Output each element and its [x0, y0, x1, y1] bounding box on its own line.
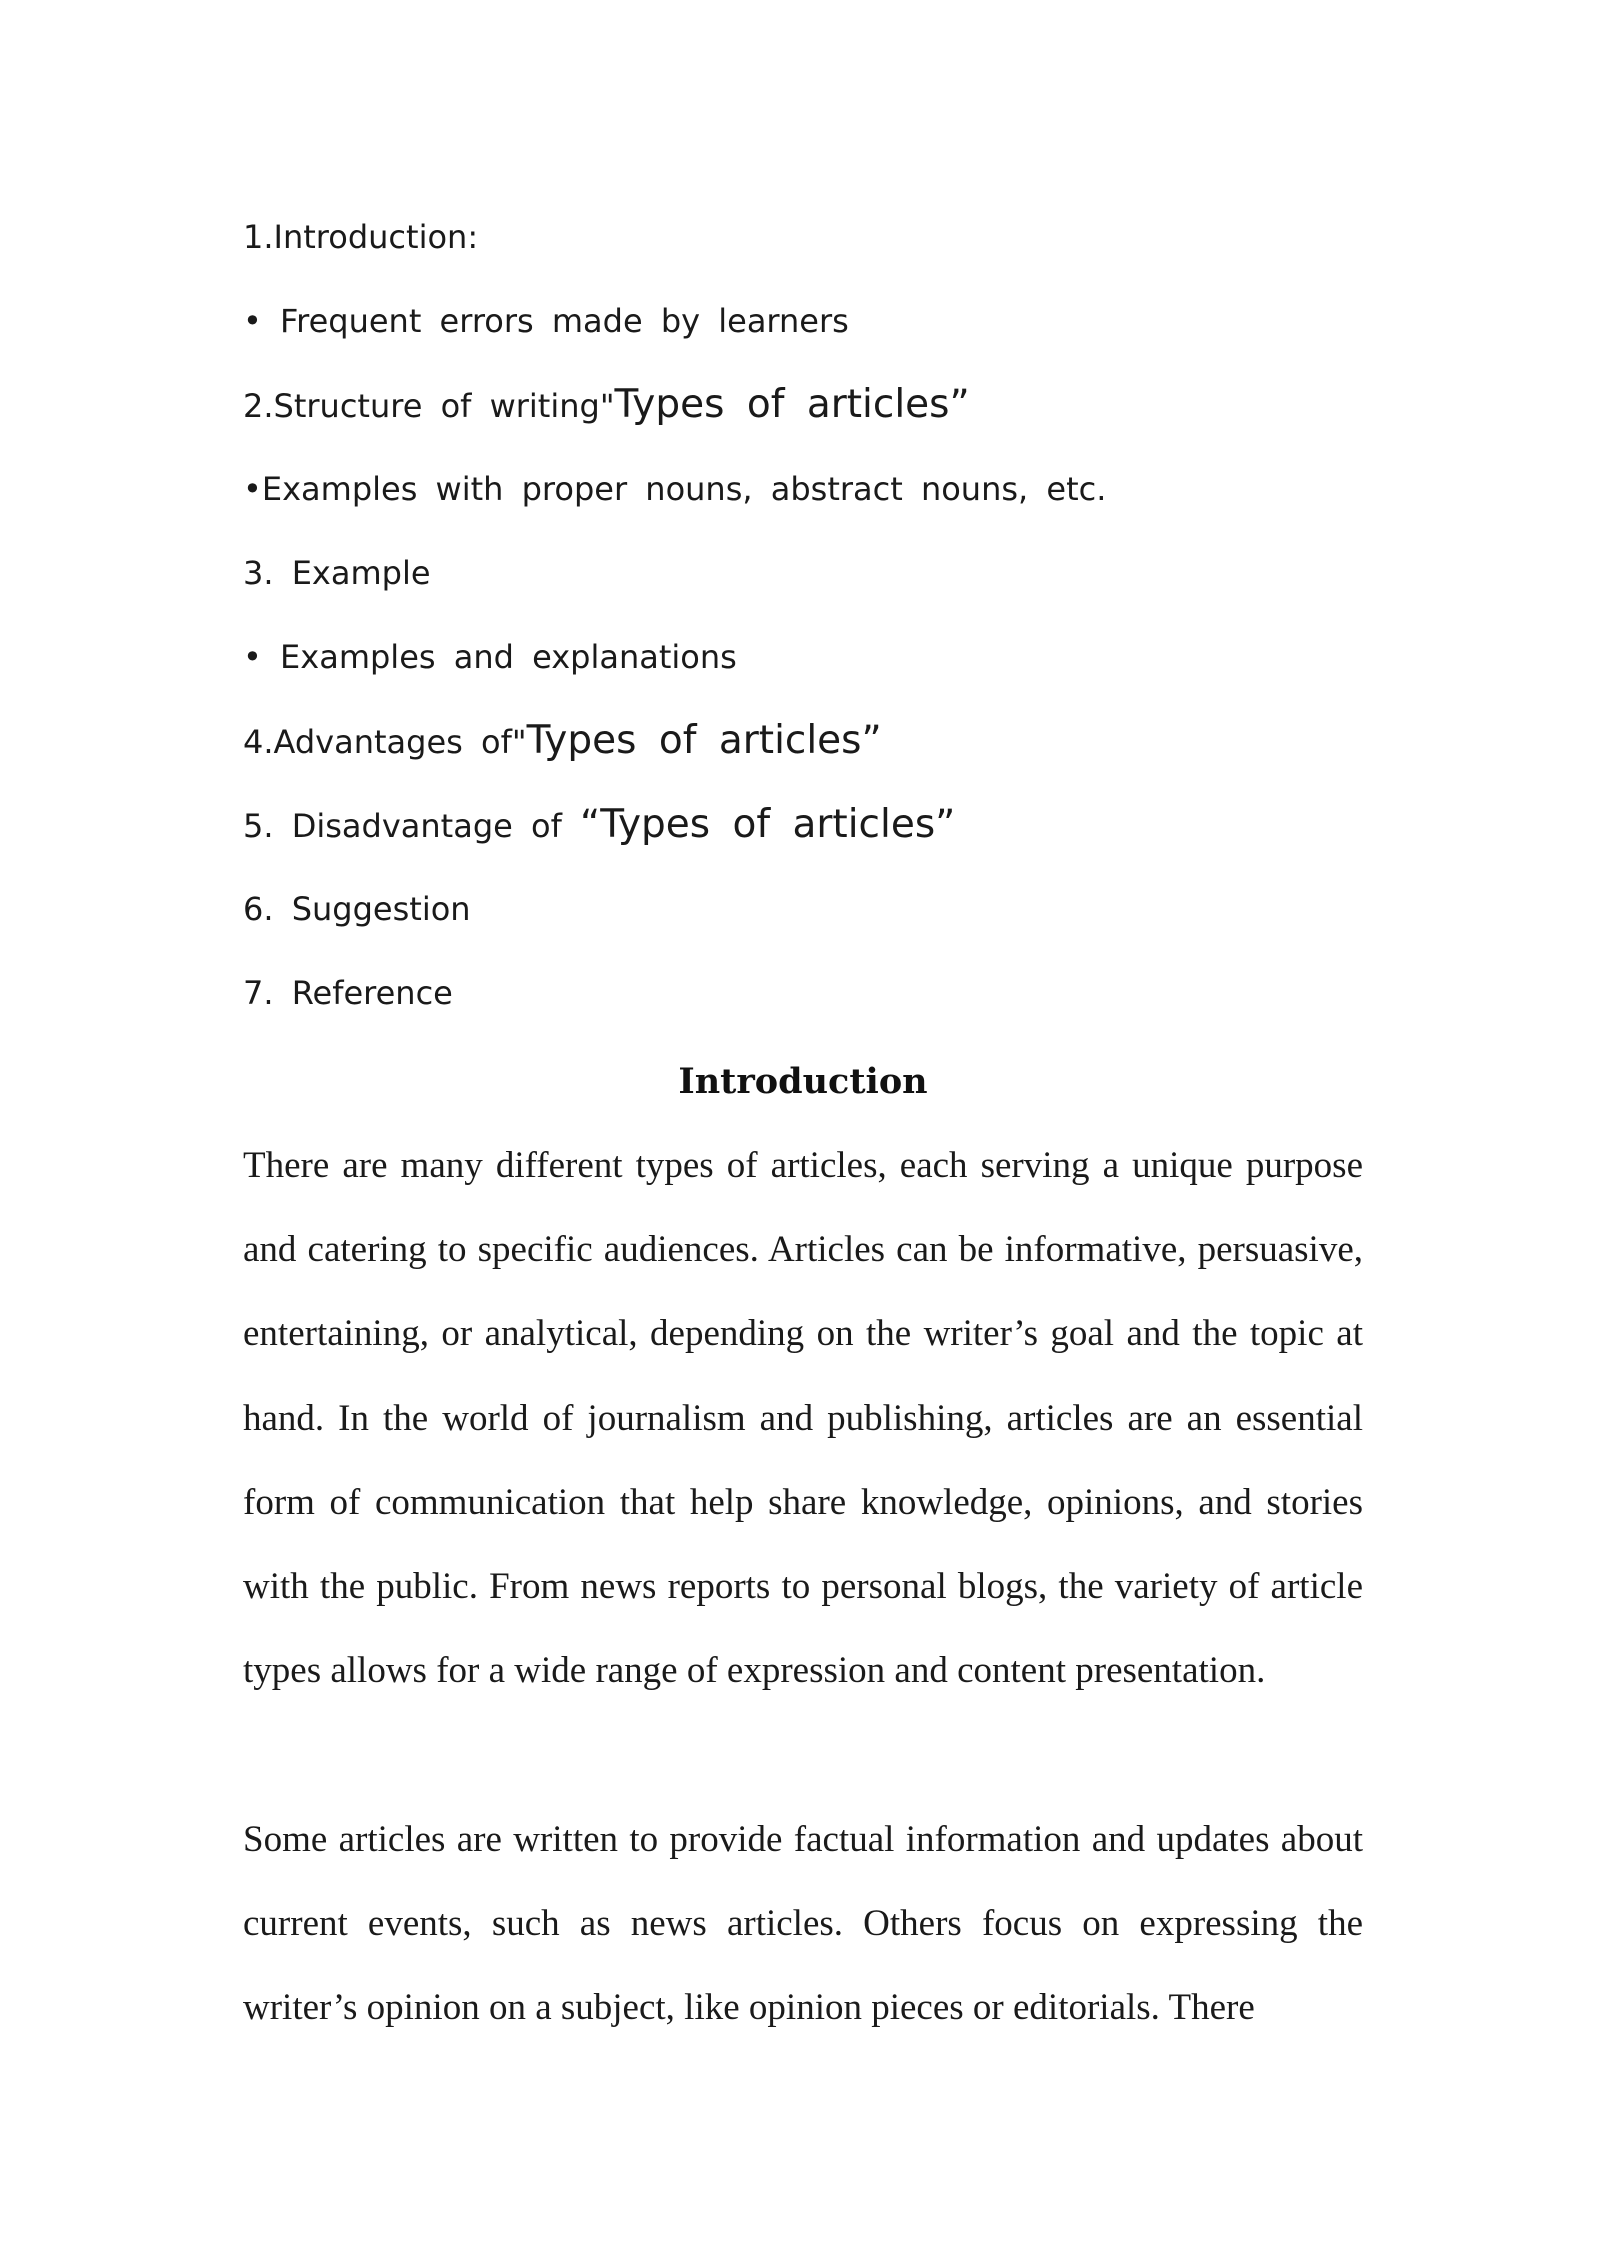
toc-item-label: 1.Introduction:: [243, 218, 479, 256]
toc-item-title: “Types of articles”: [580, 802, 956, 847]
toc-subitem-examples-explanations: [243, 630, 1363, 714]
toc-subitem-frequent-errors: [243, 294, 1363, 378]
toc-item-advantages: [243, 714, 1363, 798]
toc-item-label: 6. Suggestion: [243, 890, 471, 928]
toc-item-title: Types of articles”: [526, 718, 882, 763]
toc-item-label: 7. Reference: [243, 974, 453, 1012]
toc-item-structure: [243, 378, 1363, 462]
body-paragraph-2: Some articles are written to provide factual information and updates about current events, such as news articles. Others focus on expressing the writer’s opinion on a subject, like opinion pieces or editorials. There: [243, 1819, 1363, 2029]
toc-item-label: 3. Example: [243, 554, 431, 592]
toc-item-introduction: [243, 210, 1363, 294]
toc-item-suggestion: [243, 882, 1363, 966]
toc-subitem-label: •Examples with proper nouns, abstract nouns, etc.: [243, 470, 1107, 508]
section-heading: Introduction: [678, 1061, 928, 1102]
toc-item-label: 5. Disadvantage of: [243, 807, 580, 845]
toc-item-label: 4.Advantages of": [243, 723, 527, 761]
toc-subitem-label: • Examples and explanations: [243, 638, 737, 676]
toc-subitem-examples-nouns: [243, 462, 1363, 546]
toc-item-example: [243, 546, 1363, 630]
toc-item-disadvantage: [243, 798, 1363, 882]
toc-item-title: Types of articles”: [614, 382, 970, 427]
toc-item-reference: [243, 966, 1363, 1050]
toc-item-label: 2.Structure of writing": [243, 387, 615, 425]
toc-subitem-label: • Frequent errors made by learners: [243, 302, 849, 340]
table-of-contents: [243, 210, 1363, 1050]
body-paragraph-1: There are many different types of articles, each serving a unique purpose and catering to specific audiences. Articles can be informative, persuasive, entertaining, or analytical, depending on the writer’s goal and the topic at hand. In the world of journalism and publishing, articles are an essential form of communication that help share knowledge, opinions, and stories with the public. From news reports to personal blogs, the variety of article types allows for a wide range of expression and content presentation.: [243, 1145, 1363, 1692]
